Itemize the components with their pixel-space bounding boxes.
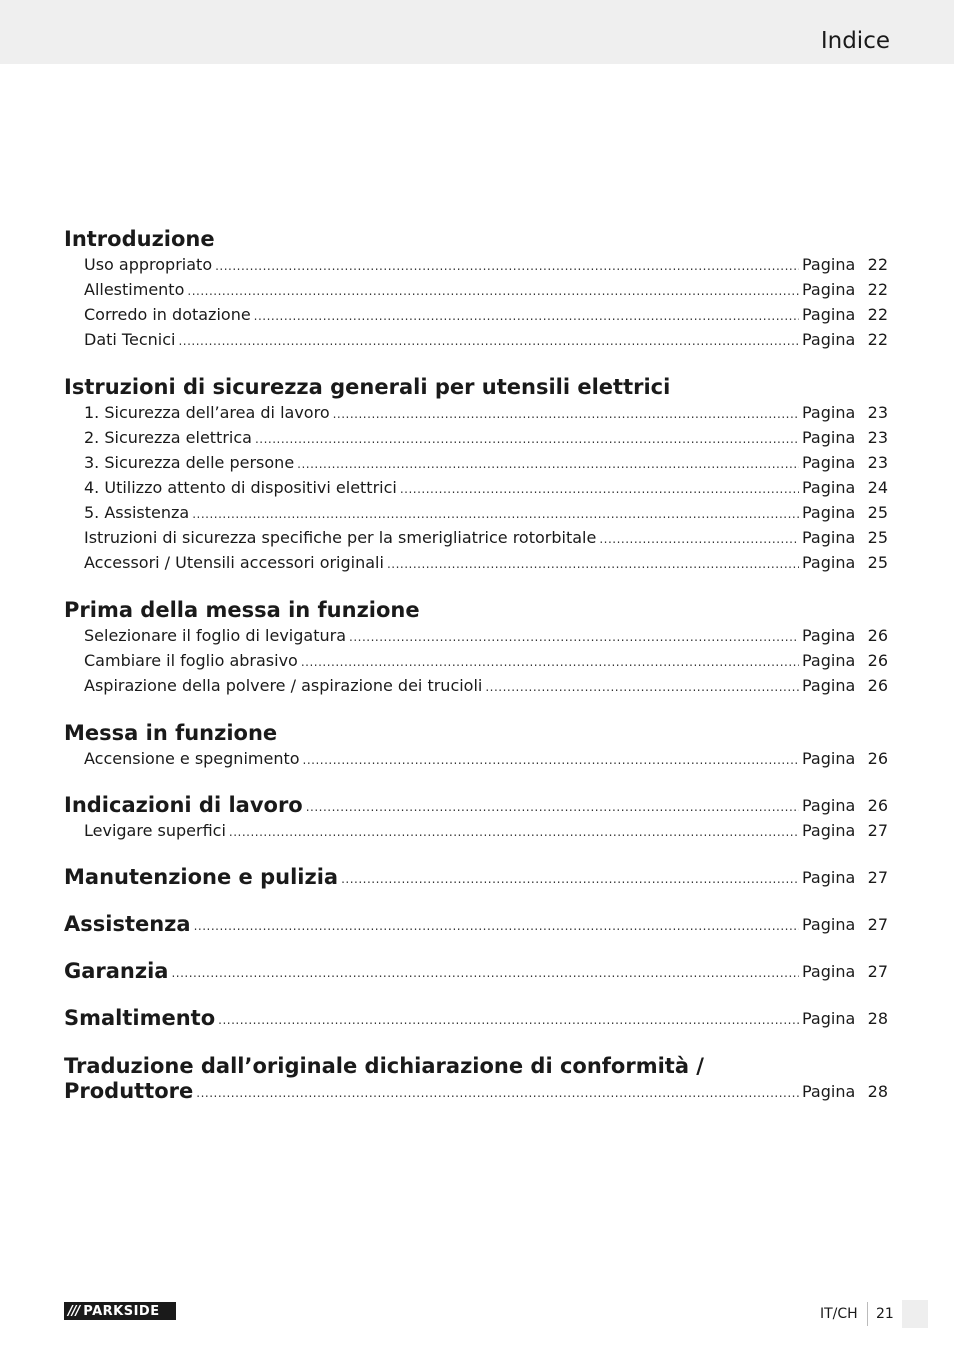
toc-heading-entry[interactable] [64, 1006, 888, 1031]
entry-page: Pagina 26 [802, 626, 888, 645]
section-heading: Istruzioni di sicurezza generali per utensili elettrici [64, 375, 671, 399]
toc-entry[interactable] [64, 277, 888, 302]
entry-label: Accessori / Utensili accessori originali [84, 553, 384, 572]
entry-label: Uso appropriato [84, 255, 213, 274]
logo-text: PARKSIDE [83, 1303, 160, 1319]
entry-page: Pagina 22 [802, 280, 888, 299]
leader-dots [196, 1082, 799, 1104]
entry-label: Selezionare il foglio di levigatura [84, 626, 346, 645]
entry-page: Pagina 24 [802, 478, 888, 497]
toc-entry[interactable] [64, 818, 888, 843]
section-heading: Assistenza [64, 912, 191, 936]
entry-label: 1. Sicurezza dell’area di lavoro [84, 403, 330, 422]
entry-page: Pagina 22 [802, 255, 888, 274]
logo-slashes: /// [68, 1303, 80, 1319]
leader-dots [254, 305, 799, 327]
section-heading-line2: Produttore [64, 1079, 194, 1103]
toc-entry[interactable] [64, 648, 888, 673]
entry-page: Pagina 26 [802, 676, 888, 695]
leader-dots [297, 453, 799, 475]
leader-dots [192, 503, 799, 525]
section-heading: Messa in funzione [64, 721, 278, 745]
locale-label: IT/CH [820, 1306, 858, 1322]
leader-dots [333, 403, 799, 425]
entry-page: Pagina 23 [802, 453, 888, 472]
entry-page: Pagina 25 [802, 553, 888, 572]
entry-label: Corredo in dotazione [84, 305, 251, 324]
entry-page: Pagina 28 [802, 1082, 888, 1101]
section-heading: Prima della messa in funzione [64, 598, 420, 622]
entry-page: Pagina 22 [802, 305, 888, 324]
entry-page: Pagina 28 [802, 1009, 888, 1028]
entry-label: 5. Assistenza [84, 503, 190, 522]
toc-section-prima-messa-funzione [64, 597, 888, 698]
table-of-contents [64, 226, 888, 1126]
page-number: 21 [876, 1306, 894, 1322]
toc-heading-entry[interactable] [64, 959, 888, 984]
section-heading: Introduzione [64, 227, 215, 251]
entry-label: Levigare superfici [84, 821, 226, 840]
leader-dots [599, 528, 799, 550]
section-heading: Indicazioni di lavoro [64, 793, 303, 817]
toc-section-garanzia [64, 959, 888, 984]
toc-section-manutenzione [64, 865, 888, 890]
toc-section-indicazioni-lavoro [64, 793, 888, 843]
toc-heading-entry[interactable] [64, 912, 888, 937]
entry-page: Pagina 23 [802, 403, 888, 422]
entry-label: 4. Utilizzo attento di dispositivi elettrici [84, 478, 397, 497]
toc-entry[interactable] [64, 302, 888, 327]
entry-label: Accensione e spegnimento [84, 749, 300, 768]
toc-heading-entry[interactable] [64, 1079, 888, 1104]
toc-section-smaltimento [64, 1006, 888, 1031]
entry-label: 3. Sicurezza delle persone [84, 453, 295, 472]
leader-dots [171, 962, 799, 984]
leader-dots [485, 676, 799, 698]
section-heading: Smaltimento [64, 1006, 216, 1030]
toc-section-introduzione [64, 226, 888, 352]
entry-page: Pagina 27 [802, 915, 888, 934]
entry-page: Pagina 26 [802, 796, 888, 815]
entry-page: Pagina 27 [802, 868, 888, 887]
leader-dots [341, 868, 799, 890]
entry-label: Aspirazione della polvere / aspirazione dei trucioli [84, 676, 483, 695]
leader-dots [194, 915, 799, 937]
entry-page: Pagina 25 [802, 503, 888, 522]
toc-entry[interactable] [64, 673, 888, 698]
toc-section-istruzioni-sicurezza [64, 374, 888, 575]
toc-heading-entry[interactable] [64, 793, 888, 818]
entry-label: Istruzioni di sicurezza specifiche per la smerigliatrice rotorbitale [84, 528, 597, 547]
leader-dots [306, 796, 799, 818]
toc-heading-entry[interactable] [64, 865, 888, 890]
toc-entry[interactable] [64, 500, 888, 525]
leader-dots [349, 626, 799, 648]
leader-dots [229, 821, 799, 843]
entry-label: 2. Sicurezza elettrica [84, 428, 252, 447]
toc-entry[interactable] [64, 327, 888, 352]
entry-page: Pagina 25 [802, 528, 888, 547]
toc-entry[interactable] [64, 425, 888, 450]
page-title: Indice [820, 28, 890, 54]
entry-page: Pagina 22 [802, 330, 888, 349]
toc-entry[interactable] [64, 623, 888, 648]
section-heading-line1: Traduzione dall’originale dichiarazione di conformità / [64, 1054, 704, 1078]
entry-label: Cambiare il foglio abrasivo [84, 651, 298, 670]
entry-page: Pagina 27 [802, 962, 888, 981]
toc-entry[interactable] [64, 450, 888, 475]
leader-dots [387, 553, 799, 575]
footer-tab [902, 1300, 928, 1328]
toc-entry[interactable] [64, 746, 888, 771]
toc-section-assistenza [64, 912, 888, 937]
entry-page: Pagina 23 [802, 428, 888, 447]
toc-entry[interactable] [64, 550, 888, 575]
toc-entry[interactable] [64, 400, 888, 425]
leader-dots [218, 1009, 799, 1031]
leader-dots [187, 280, 799, 302]
leader-dots [255, 428, 799, 450]
leader-dots [400, 478, 799, 500]
leader-dots [178, 330, 799, 352]
toc-section-dichiarazione-conformita [64, 1053, 888, 1104]
entry-label: Dati Tecnici [84, 330, 176, 349]
leader-dots [301, 651, 799, 673]
leader-dots [303, 749, 799, 771]
toc-entry[interactable] [64, 475, 888, 500]
leader-dots [215, 255, 799, 277]
entry-page: Pagina 26 [802, 651, 888, 670]
section-heading: Garanzia [64, 959, 169, 983]
toc-entry[interactable] [64, 525, 888, 550]
footer-divider [867, 1302, 868, 1326]
header-bar [0, 0, 954, 64]
section-heading: Manutenzione e pulizia [64, 865, 339, 889]
entry-page: Pagina 26 [802, 749, 888, 768]
entry-page: Pagina 27 [802, 821, 888, 840]
entry-label: Allestimento [84, 280, 185, 299]
parkside-logo [64, 1302, 176, 1320]
toc-entry[interactable] [64, 252, 888, 277]
toc-section-messa-funzione [64, 720, 888, 771]
